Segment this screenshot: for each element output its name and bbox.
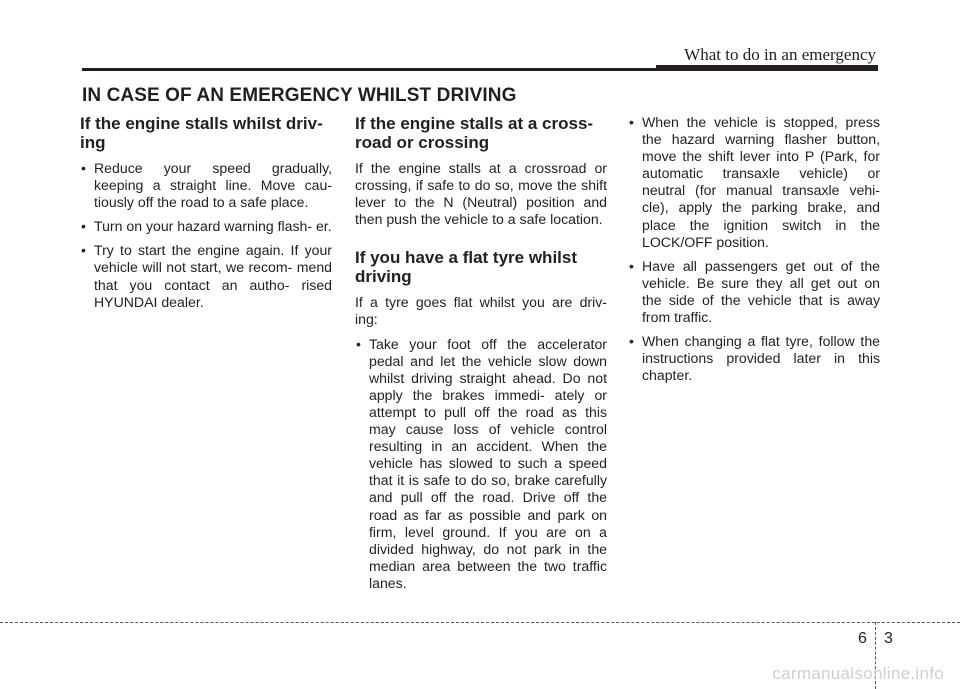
bullet: • <box>356 335 361 352</box>
chapter-number: 6 <box>858 630 867 647</box>
bullet-list <box>80 160 332 311</box>
bullet-list <box>355 336 607 592</box>
bullet: • <box>629 114 634 130</box>
header-tab <box>656 65 878 71</box>
column-2 <box>355 114 607 599</box>
section-title: IN CASE OF AN EMERGENCY WHILST DRIVING <box>82 85 517 106</box>
list-item: • Reduce your speed gradually, keeping a straight line. Move cau- tiously off the road to a safe place. <box>81 160 332 211</box>
page-number: 3 <box>884 630 893 647</box>
list-item: • Try to start the engine again. If your vehicle will not start, we recom- mend that you contact an autho- rised HYUNDAI dealer. <box>81 242 332 310</box>
list-item: • When changing a flat tyre, follow the instructions provided later in this chapter. <box>629 333 880 384</box>
paragraph-crossroad: If the engine stalls at a crossroad or crossing, if safe to do so, move the shift lever to the N (Neutral) position and then push the vehicle to a safe location. <box>355 160 607 228</box>
list-item: • When the vehicle is stopped, press the hazard warning flasher button, move the shift lever into P (Park, for automatic transaxle vehicle) or neutral (for manual transaxle vehi- cle), apply the parking brake, and place the ignition switch in the LOCK/OFF position. <box>629 114 880 250</box>
chapter-title: What to do in an emergency <box>684 45 876 64</box>
list-item: • Have all passengers get out of the vehicle. Be sure they all get out on the side of the vehicle that is away from traffic. <box>629 257 880 326</box>
bullet: • <box>81 160 86 176</box>
bullet: • <box>629 257 634 274</box>
paragraph-flat-tyre: If a tyre goes flat whilst you are driv- ing: <box>355 294 607 328</box>
list-item: • Turn on your hazard warning flash- er. <box>81 218 332 235</box>
footer-rule <box>0 622 960 623</box>
bullet: • <box>629 333 634 350</box>
heading-flat-tyre: If you have a flat tyre whilst driving <box>355 248 578 287</box>
bullet: • <box>81 242 86 259</box>
heading-crossroad: If the engine stalls at a cross- road or crossing <box>355 114 594 152</box>
bullet: • <box>81 218 86 235</box>
list-item: • Take your foot off the accelerator pedal and let the vehicle slow down whilst driving straight ahead. Do not apply the brakes immedi- ately or attempt to pull off the road as this may cause loss of vehicle control resulting in an accident. When the vehicle has slowed to such a speed that it is safe to do so, brake carefully and pull off the road. Drive off the road as far as possible and park on firm, level ground. If you are on a divided highway, do not park in the median area between the two traffic lanes. <box>356 335 607 591</box>
watermark: carmanualsonline.info <box>772 664 944 683</box>
bullet-list <box>628 114 880 384</box>
column-1 <box>80 114 332 318</box>
column-3 <box>628 114 880 391</box>
heading-engine-stalls: If the engine stalls whilst driv- ing <box>80 114 323 152</box>
